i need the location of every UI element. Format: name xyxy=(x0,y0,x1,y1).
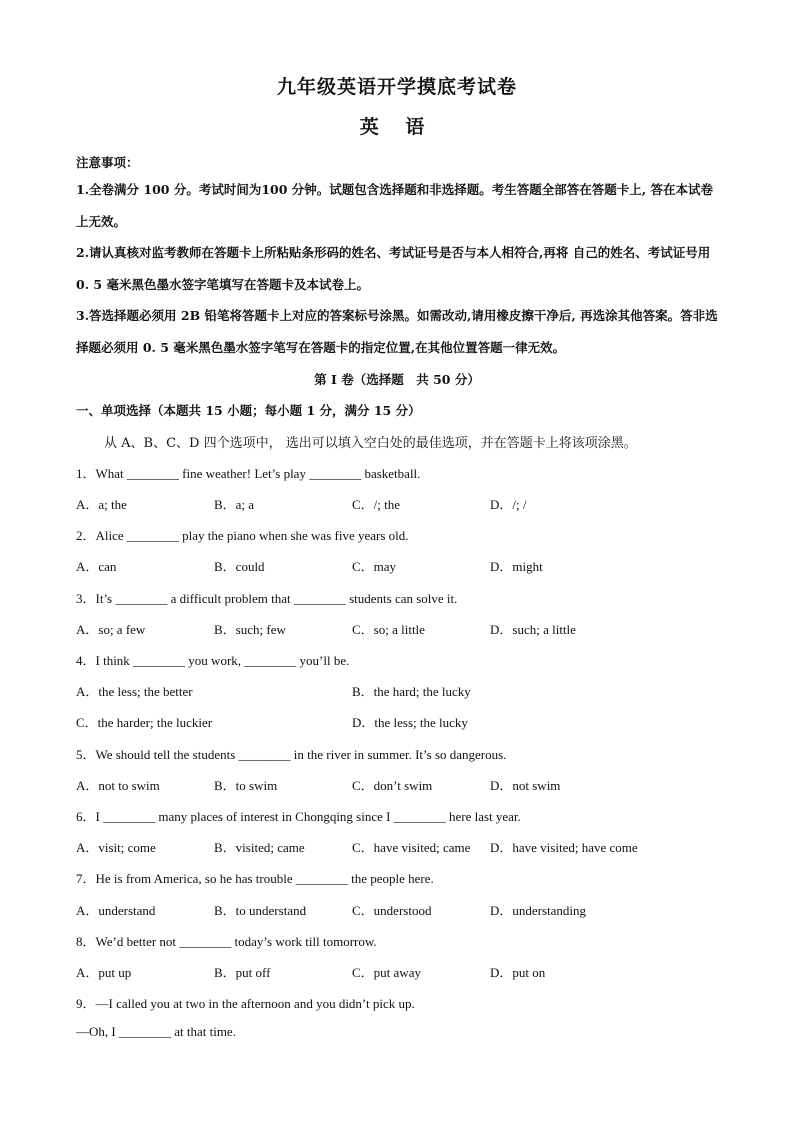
question-7-stem: 7．He is from America, so he has trouble ________ the people here. xyxy=(76,871,434,886)
option-d: D．have visited; have come xyxy=(490,840,638,855)
option-a: A．a; the xyxy=(76,497,127,512)
notice-item-3: 3.答选择题必须用 2B 铅笔将答题卡上对应的答案标号涂黑。如需改动,请用橡皮擦干净后, 再选涂其他答案。答非选择题必须用 0. 5 毫米黑色墨水签字笔写在答题卡的指定位置,在其他位置答题一律无效。 xyxy=(76,308,718,355)
option-c: C．understood xyxy=(352,903,432,918)
question-9-reply: —Oh, I ________ at that time. xyxy=(76,1024,236,1039)
option-c: C．have visited; came xyxy=(352,840,471,855)
option-a: A．visit; come xyxy=(76,840,156,855)
option-c: C．/; the xyxy=(352,497,401,512)
option-b: B．to understand xyxy=(214,903,307,918)
question-2-stem: 2．Alice ________ play the piano when she was five years old. xyxy=(76,528,409,543)
option-a: A．not to swim xyxy=(76,778,160,793)
option-b: B．put off xyxy=(214,965,271,980)
instruction-text: 从 A、B、C、D 四个选项中， 选出可以填入空白处的最佳选项，并在答题卡上将该项涂黑。 xyxy=(104,436,637,451)
option-d: D．such; a little xyxy=(490,622,576,637)
option-d: D．might xyxy=(490,559,543,574)
option-d: D．understanding xyxy=(490,903,587,918)
option-d: D．put on xyxy=(490,965,546,980)
question-5-stem: 5．We should tell the students ________ in the river in summer. It’s so dangerous. xyxy=(76,747,507,762)
option-d: D．the less; the lucky xyxy=(352,715,468,730)
exam-title: 九年级英语开学摸底考试卷 xyxy=(276,76,517,98)
option-c: C．may xyxy=(352,559,397,574)
option-b: B．could xyxy=(214,559,265,574)
option-b: B．to swim xyxy=(214,778,278,793)
option-c: C．put away xyxy=(352,965,421,980)
question-8-stem: 8．We’d better not ________ today’s work till tomorrow. xyxy=(76,934,377,949)
part-title: 一、单项选择（本题共 15 小题；每小题 1 分，满分 15 分） xyxy=(76,403,421,418)
question-4-stem: 4．I think ________ you work, ________ you’ll be. xyxy=(76,653,350,668)
notice-item-1: 1.全卷满分 100 分。考试时间为100 分钟。试题包含选择题和非选择题。考生答题全部答在答题卡上, 答在本试卷上无效。 xyxy=(76,182,713,229)
option-a: A．so; a few xyxy=(76,622,146,637)
question-9-stem: 9．—I called you at two in the afternoon and you didn’t pick up. xyxy=(76,996,415,1011)
option-d: D．/; / xyxy=(490,497,527,512)
option-b: B．such; few xyxy=(214,622,286,637)
subject-title: 英 语 xyxy=(359,116,435,138)
option-a: A．understand xyxy=(76,903,156,918)
option-d: D．not swim xyxy=(490,778,561,793)
question-3-stem: 3．It’s ________ a difficult problem that ________ students can solve it. xyxy=(76,591,458,606)
option-b: B．visited; came xyxy=(214,840,305,855)
option-b: B．the hard; the lucky xyxy=(352,684,471,699)
option-a: A．the less; the better xyxy=(76,684,193,699)
section-title: 第 I 卷（选择题 共 50 分） xyxy=(314,372,480,387)
option-a: A．put up xyxy=(76,965,132,980)
notice-item-2: 2.请认真核对监考教师在答题卡上所粘贴条形码的姓名、考试证号是否与本人相符合,再将 自己的姓名、考试证号用 0. 5 毫米黑色墨水签字笔填写在答题卡及本试卷上。 xyxy=(76,245,711,292)
question-6-stem: 6．I ________ many places of interest in Chongqing since I ________ here last year. xyxy=(76,809,521,824)
option-b: B．a; a xyxy=(214,497,255,512)
option-c: C．the harder; the luckier xyxy=(76,715,213,730)
option-c: C．so; a little xyxy=(352,622,425,637)
option-c: C．don’t swim xyxy=(352,778,433,793)
notice-heading: 注意事项： xyxy=(76,155,139,170)
option-a: A．can xyxy=(76,559,117,574)
question-1-stem: 1．What ________ fine weather! Let’s play ________ basketball. xyxy=(76,466,421,481)
